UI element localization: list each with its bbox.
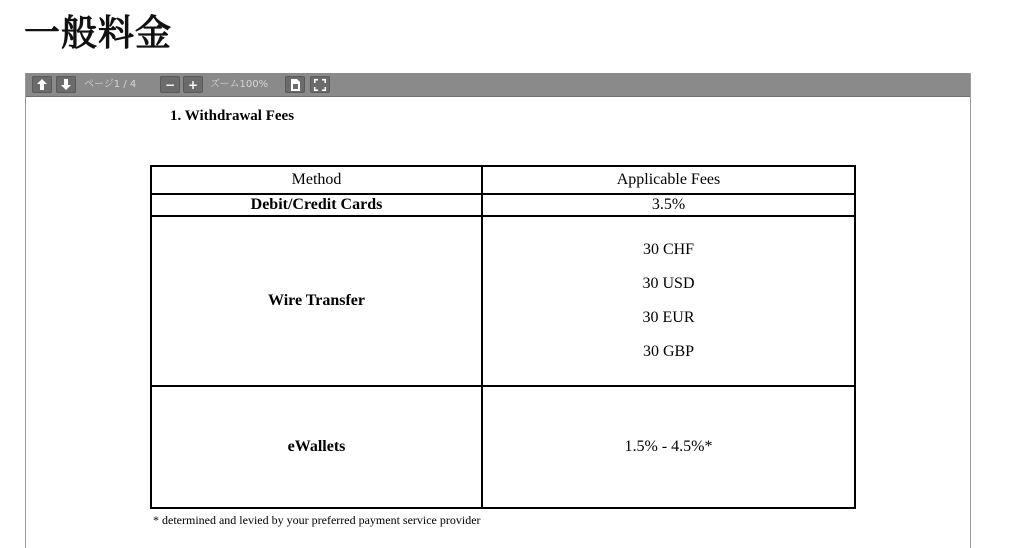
arrow-up-icon: [37, 79, 47, 90]
method-cell: Wire Transfer: [151, 216, 482, 386]
method-cell: eWallets: [151, 386, 482, 508]
pdf-toolbar: [26, 73, 970, 97]
column-header-method: Method: [151, 166, 482, 194]
pdf-viewer: [25, 73, 971, 548]
section-heading: 1. Withdrawal Fees: [170, 108, 295, 124]
zoom-indicator: ズーム100%: [210, 79, 269, 90]
previous-page-button[interactable]: [32, 76, 52, 93]
fee-value: 30 CHF: [642, 241, 695, 258]
zoom-in-button[interactable]: [183, 76, 203, 93]
fullscreen-button[interactable]: [310, 76, 330, 93]
method-cell: Debit/Credit Cards: [151, 194, 482, 216]
plus-icon: +: [187, 77, 199, 92]
page-indicator: ページ1 / 4: [84, 79, 137, 90]
page-title: 一般料金: [24, 13, 173, 54]
withdrawal-fees-table: [150, 165, 856, 509]
fee-cell: 1.5% - 4.5%*: [482, 386, 855, 508]
table-row: [151, 194, 855, 216]
document-icon: [290, 79, 300, 91]
footnote: * determined and levied by your preferred payment service provider: [153, 513, 481, 527]
fullscreen-icon: [314, 79, 326, 91]
fee-value: 30 GBP: [642, 343, 695, 360]
download-button[interactable]: [285, 76, 305, 93]
next-page-button[interactable]: [56, 76, 76, 93]
fee-cell: [482, 216, 855, 386]
arrow-down-icon: [61, 79, 71, 90]
fee-value: 30 EUR: [642, 309, 695, 326]
document-page: [26, 98, 970, 548]
fee-value: 30 USD: [642, 275, 695, 292]
table-header-row: [151, 166, 855, 194]
table-row: [151, 216, 855, 386]
column-header-fees: Applicable Fees: [482, 166, 855, 194]
minus-icon: −: [164, 77, 176, 92]
table-row: [151, 386, 855, 508]
fee-cell: 3.5%: [482, 194, 855, 216]
zoom-out-button[interactable]: [160, 76, 180, 93]
